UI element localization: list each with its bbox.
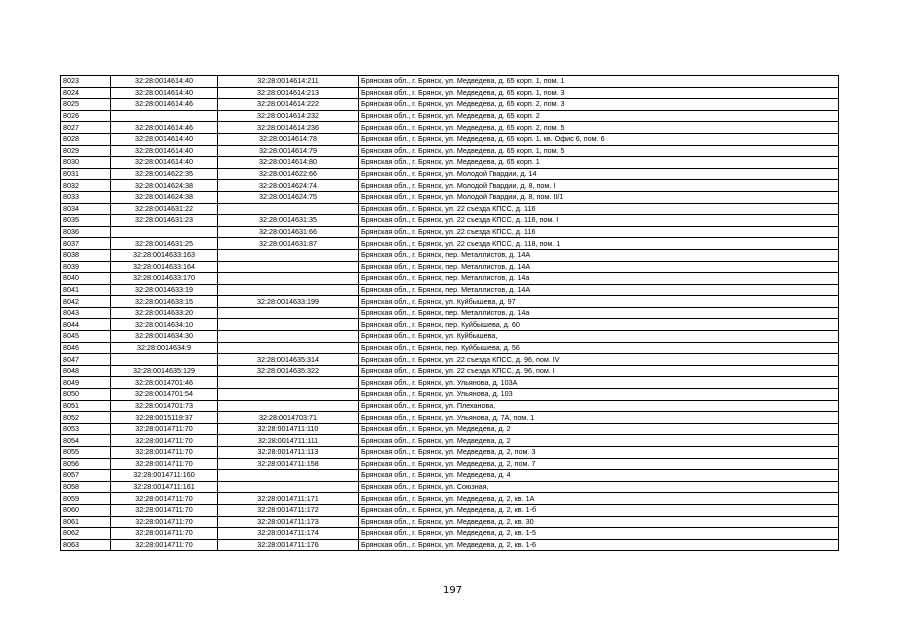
table-row [61, 539, 839, 551]
row-number-cell: 8049 [61, 377, 111, 389]
object-cadastral-cell: 32:28:0014711:174 [218, 528, 359, 540]
table-row [61, 377, 839, 389]
table-row [61, 504, 839, 516]
parcel-cadastral-cell: 32:28:0014634:9 [111, 342, 218, 354]
address-cell: Брянская обл., г. Брянск, ул. Ульянова, д. 103 [359, 389, 839, 401]
row-number-cell: 8055 [61, 447, 111, 459]
row-number-cell: 8042 [61, 296, 111, 308]
parcel-cadastral-cell: 32:28:0014614:46 [111, 122, 218, 134]
table-row [61, 354, 839, 366]
register-table-body [61, 76, 839, 551]
object-cadastral-cell: 32:28:0014614:232 [218, 110, 359, 122]
row-number-cell: 8062 [61, 528, 111, 540]
object-cadastral-cell [218, 319, 359, 331]
object-cadastral-cell: 32:28:0014624:74 [218, 180, 359, 192]
parcel-cadastral-cell: 32:28:0014633:19 [111, 284, 218, 296]
object-cadastral-cell [218, 389, 359, 401]
address-cell: Брянская обл., г. Брянск, ул. Ульянова, д. 7А, пом. 1 [359, 412, 839, 424]
table-row [61, 528, 839, 540]
row-number-cell: 8033 [61, 191, 111, 203]
object-cadastral-cell: 32:28:0014614:79 [218, 145, 359, 157]
address-cell: Брянская обл., г. Брянск, ул. Медведева, д. 65 корп. 2, пом. 3 [359, 99, 839, 111]
object-cadastral-cell: 32:28:0014631:66 [218, 226, 359, 238]
object-cadastral-cell: 32:28:0014711:111 [218, 435, 359, 447]
table-row [61, 249, 839, 261]
parcel-cadastral-cell: 32:28:0014622:35 [111, 168, 218, 180]
parcel-cadastral-cell: 32:28:0014711:161 [111, 481, 218, 493]
address-cell: Брянская обл., г. Брянск, ул. Ульянова, д. 103А [359, 377, 839, 389]
parcel-cadastral-cell: 32:28:0014633:20 [111, 307, 218, 319]
address-cell: Брянская обл., г. Брянск, ул. Молодой Гвардии, д. 8, пом. I [359, 180, 839, 192]
object-cadastral-cell: 32:28:0014711:171 [218, 493, 359, 505]
address-cell: Брянская обл., г. Брянск, ул. 22 съезда КПСС, д. 116, пом. I [359, 215, 839, 227]
parcel-cadastral-cell: 32:28:0014701:73 [111, 400, 218, 412]
parcel-cadastral-cell: 32:28:0014711:70 [111, 504, 218, 516]
object-cadastral-cell: 32:28:0014614:78 [218, 133, 359, 145]
row-number-cell: 8046 [61, 342, 111, 354]
address-cell: Брянская обл., г. Брянск, пер. Металлистов, д. 14А [359, 284, 839, 296]
table-row [61, 319, 839, 331]
object-cadastral-cell: 32:28:0014711:176 [218, 539, 359, 551]
parcel-cadastral-cell: 32:28:0014614:40 [111, 145, 218, 157]
table-row [61, 470, 839, 482]
address-cell: Брянская обл., г. Брянск, ул. Медведева, д. 2 [359, 423, 839, 435]
object-cadastral-cell: 32:28:0014711:172 [218, 504, 359, 516]
table-row [61, 76, 839, 88]
object-cadastral-cell: 32:28:0014631:35 [218, 215, 359, 227]
parcel-cadastral-cell [111, 110, 218, 122]
parcel-cadastral-cell: 32:28:0014701:54 [111, 389, 218, 401]
address-cell: Брянская обл., г. Брянск, ул. Плеханова, [359, 400, 839, 412]
object-cadastral-cell: 32:28:0014703:71 [218, 412, 359, 424]
parcel-cadastral-cell: 32:28:0014711:70 [111, 493, 218, 505]
row-number-cell: 8024 [61, 87, 111, 99]
table-row [61, 389, 839, 401]
row-number-cell: 8032 [61, 180, 111, 192]
object-cadastral-cell [218, 307, 359, 319]
address-cell: Брянская обл., г. Брянск, ул. Медведева, д. 2, кв. 1-6 [359, 539, 839, 551]
row-number-cell: 8023 [61, 76, 111, 88]
row-number-cell: 8063 [61, 539, 111, 551]
address-cell: Брянская обл., г. Брянск, ул. 22 съезда КПСС, д. 118, пом. 1 [359, 238, 839, 250]
row-number-cell: 8038 [61, 249, 111, 261]
parcel-cadastral-cell: 32:28:0014633:15 [111, 296, 218, 308]
row-number-cell: 8030 [61, 157, 111, 169]
parcel-cadastral-cell: 32:28:0014634:30 [111, 331, 218, 343]
address-cell: Брянская обл., г. Брянск, пер. Металлистов, д. 14А [359, 249, 839, 261]
parcel-cadastral-cell [111, 226, 218, 238]
object-cadastral-cell: 32:28:0014633:199 [218, 296, 359, 308]
table-row [61, 133, 839, 145]
parcel-cadastral-cell: 32:28:0014631:22 [111, 203, 218, 215]
row-number-cell: 8061 [61, 516, 111, 528]
address-cell: Брянская обл., г. Брянск, ул. Медведева, д. 2, кв. 1А [359, 493, 839, 505]
object-cadastral-cell [218, 249, 359, 261]
object-cadastral-cell: 32:28:0014711:110 [218, 423, 359, 435]
table-row [61, 203, 839, 215]
parcel-cadastral-cell: 32:28:0014634:10 [111, 319, 218, 331]
row-number-cell: 8047 [61, 354, 111, 366]
table-row [61, 87, 839, 99]
address-cell: Брянская обл., г. Брянск, ул. Медведева, д. 2, пом. 3 [359, 447, 839, 459]
address-cell: Брянская обл., г. Брянск, ул. Медведева, д. 65 корп. 1 [359, 157, 839, 169]
table-row [61, 342, 839, 354]
table-row [61, 296, 839, 308]
object-cadastral-cell: 32:28:0014622:66 [218, 168, 359, 180]
parcel-cadastral-cell: 32:28:0014614:40 [111, 87, 218, 99]
address-cell: Брянская обл., г. Брянск, ул. Медведева, д. 65 корп. 1, пом. 3 [359, 87, 839, 99]
table-row [61, 481, 839, 493]
table-row [61, 447, 839, 459]
parcel-cadastral-cell: 32:28:0014631:23 [111, 215, 218, 227]
parcel-cadastral-cell: 32:28:0014711:70 [111, 528, 218, 540]
row-number-cell: 8043 [61, 307, 111, 319]
table-row [61, 238, 839, 250]
table-row [61, 110, 839, 122]
table-row [61, 284, 839, 296]
table-row [61, 226, 839, 238]
row-number-cell: 8056 [61, 458, 111, 470]
row-number-cell: 8060 [61, 504, 111, 516]
address-cell: Брянская обл., г. Брянск, ул. Медведева, д. 65 корп. 1, пом. 5 [359, 145, 839, 157]
object-cadastral-cell [218, 377, 359, 389]
address-cell: Брянская обл., г. Брянск, ул. Медведева, д. 4 [359, 470, 839, 482]
table-row [61, 331, 839, 343]
row-number-cell: 8050 [61, 389, 111, 401]
address-cell: Брянская обл., г. Брянск, ул. 22 съезда КПСС, д. 116 [359, 203, 839, 215]
object-cadastral-cell [218, 342, 359, 354]
row-number-cell: 8044 [61, 319, 111, 331]
row-number-cell: 8029 [61, 145, 111, 157]
address-cell: Брянская обл., г. Брянск, ул. Молодой Гвардии, д. 14 [359, 168, 839, 180]
row-number-cell: 8053 [61, 423, 111, 435]
parcel-cadastral-cell: 32:28:0014614:40 [111, 76, 218, 88]
address-cell: Брянская обл., г. Брянск, пер. Металлистов, д. 14а [359, 273, 839, 285]
object-cadastral-cell [218, 481, 359, 493]
object-cadastral-cell: 32:28:0014614:222 [218, 99, 359, 111]
address-cell: Брянская обл., г. Брянск, ул. Медведева, д. 2 [359, 435, 839, 447]
row-number-cell: 8054 [61, 435, 111, 447]
object-cadastral-cell [218, 203, 359, 215]
address-cell: Брянская обл., г. Брянск, ул. Медведева, д. 65 корп. 1, пом. 1 [359, 76, 839, 88]
object-cadastral-cell [218, 273, 359, 285]
parcel-cadastral-cell: 32:28:0014614:40 [111, 133, 218, 145]
address-cell: Брянская обл., г. Брянск, ул. Союзная, [359, 481, 839, 493]
object-cadastral-cell: 32:28:0014614:80 [218, 157, 359, 169]
table-row [61, 458, 839, 470]
table-row [61, 423, 839, 435]
row-number-cell: 8025 [61, 99, 111, 111]
row-number-cell: 8051 [61, 400, 111, 412]
parcel-cadastral-cell: 32:28:0014711:70 [111, 516, 218, 528]
object-cadastral-cell: 32:28:0014635:314 [218, 354, 359, 366]
table-row [61, 168, 839, 180]
object-cadastral-cell [218, 261, 359, 273]
address-cell: Брянская обл., г. Брянск, пер. Металлистов, д. 14а [359, 307, 839, 319]
row-number-cell: 8028 [61, 133, 111, 145]
table-row [61, 99, 839, 111]
address-cell: Брянская обл., г. Брянск, ул. Медведева, д. 2, кв. 1-5 [359, 528, 839, 540]
parcel-cadastral-cell: 32:28:0014711:70 [111, 435, 218, 447]
address-cell: Брянская обл., г. Брянск, ул. Медведева, д. 2, кв. 30 [359, 516, 839, 528]
address-cell: Брянская обл., г. Брянск, пер. Куйбышева, д. 56 [359, 342, 839, 354]
table-row [61, 516, 839, 528]
parcel-cadastral-cell: 32:28:0015119:37 [111, 412, 218, 424]
table-row [61, 191, 839, 203]
object-cadastral-cell [218, 284, 359, 296]
address-cell: Брянская обл., г. Брянск, ул. Медведева, д. 65 корп. 2 [359, 110, 839, 122]
address-cell: Брянская обл., г. Брянск, пер. Куйбышева, д. 60 [359, 319, 839, 331]
row-number-cell: 8052 [61, 412, 111, 424]
table-row [61, 435, 839, 447]
object-cadastral-cell: 32:28:0014614:211 [218, 76, 359, 88]
table-row [61, 493, 839, 505]
parcel-cadastral-cell: 32:28:0014631:25 [111, 238, 218, 250]
row-number-cell: 8040 [61, 273, 111, 285]
table-row [61, 122, 839, 134]
row-number-cell: 8045 [61, 331, 111, 343]
address-cell: Брянская обл., г. Брянск, ул. Куйбышева, д. 97 [359, 296, 839, 308]
object-cadastral-cell [218, 400, 359, 412]
parcel-cadastral-cell: 32:28:0014633:170 [111, 273, 218, 285]
row-number-cell: 8059 [61, 493, 111, 505]
parcel-cadastral-cell: 32:28:0014711:70 [111, 423, 218, 435]
row-number-cell: 8027 [61, 122, 111, 134]
page-number: 197 [442, 585, 463, 596]
address-cell: Брянская обл., г. Брянск, ул. Медведева, д. 2, пом. 7 [359, 458, 839, 470]
parcel-cadastral-cell: 32:28:0014635:129 [111, 365, 218, 377]
table-row [61, 180, 839, 192]
table-row [61, 145, 839, 157]
row-number-cell: 8057 [61, 470, 111, 482]
table-row [61, 307, 839, 319]
parcel-cadastral-cell: 32:28:0014711:70 [111, 447, 218, 459]
address-cell: Брянская обл., г. Брянск, ул. 22 съезда КПСС, д. 96, пом. IV [359, 354, 839, 366]
object-cadastral-cell: 32:28:0014711:173 [218, 516, 359, 528]
parcel-cadastral-cell: 32:28:0014614:46 [111, 99, 218, 111]
object-cadastral-cell: 32:28:0014711:113 [218, 447, 359, 459]
object-cadastral-cell: 32:28:0014614:236 [218, 122, 359, 134]
object-cadastral-cell [218, 470, 359, 482]
parcel-cadastral-cell: 32:28:0014624:38 [111, 180, 218, 192]
row-number-cell: 8031 [61, 168, 111, 180]
address-cell: Брянская обл., г. Брянск, ул. Куйбышева, [359, 331, 839, 343]
object-cadastral-cell: 32:28:0014711:158 [218, 458, 359, 470]
row-number-cell: 8034 [61, 203, 111, 215]
row-number-cell: 8037 [61, 238, 111, 250]
register-table [60, 75, 839, 551]
table-row [61, 400, 839, 412]
row-number-cell: 8041 [61, 284, 111, 296]
address-cell: Брянская обл., г. Брянск, ул. Медведева, д. 65 корп. 1, кв. Офис 6, пом. 6 [359, 133, 839, 145]
row-number-cell: 8035 [61, 215, 111, 227]
table-row [61, 412, 839, 424]
address-cell: Брянская обл., г. Брянск, ул. Медведева, д. 65 корп. 2, пом. 5 [359, 122, 839, 134]
address-cell: Брянская обл., г. Брянск, пер. Металлистов, д. 14А [359, 261, 839, 273]
row-number-cell: 8048 [61, 365, 111, 377]
address-cell: Брянская обл., г. Брянск, ул. Молодой Гвардии, д. 8, пом. II/1 [359, 191, 839, 203]
parcel-cadastral-cell: 32:28:0014711:70 [111, 539, 218, 551]
parcel-cadastral-cell: 32:28:0014711:160 [111, 470, 218, 482]
address-cell: Брянская обл., г. Брянск, ул. 22 съезда КПСС, д. 116 [359, 226, 839, 238]
object-cadastral-cell: 32:28:0014631:87 [218, 238, 359, 250]
row-number-cell: 8036 [61, 226, 111, 238]
parcel-cadastral-cell: 32:28:0014614:40 [111, 157, 218, 169]
table-row [61, 215, 839, 227]
parcel-cadastral-cell [111, 354, 218, 366]
address-cell: Брянская обл., г. Брянск, ул. 22 съезда КПСС, д. 96, пом. I [359, 365, 839, 377]
row-number-cell: 8058 [61, 481, 111, 493]
parcel-cadastral-cell: 32:28:0014633:164 [111, 261, 218, 273]
table-row [61, 157, 839, 169]
address-cell: Брянская обл., г. Брянск, ул. Медведева, д. 2, кв. 1-б [359, 504, 839, 516]
parcel-cadastral-cell: 32:28:0014624:38 [111, 191, 218, 203]
row-number-cell: 8026 [61, 110, 111, 122]
parcel-cadastral-cell: 32:28:0014711:70 [111, 458, 218, 470]
object-cadastral-cell: 32:28:0014635:322 [218, 365, 359, 377]
table-row [61, 365, 839, 377]
object-cadastral-cell: 32:28:0014624:75 [218, 191, 359, 203]
table-row [61, 273, 839, 285]
parcel-cadastral-cell: 32:28:0014701:46 [111, 377, 218, 389]
row-number-cell: 8039 [61, 261, 111, 273]
object-cadastral-cell: 32:28:0014614:213 [218, 87, 359, 99]
parcel-cadastral-cell: 32:28:0014633:163 [111, 249, 218, 261]
table-row [61, 261, 839, 273]
object-cadastral-cell [218, 331, 359, 343]
